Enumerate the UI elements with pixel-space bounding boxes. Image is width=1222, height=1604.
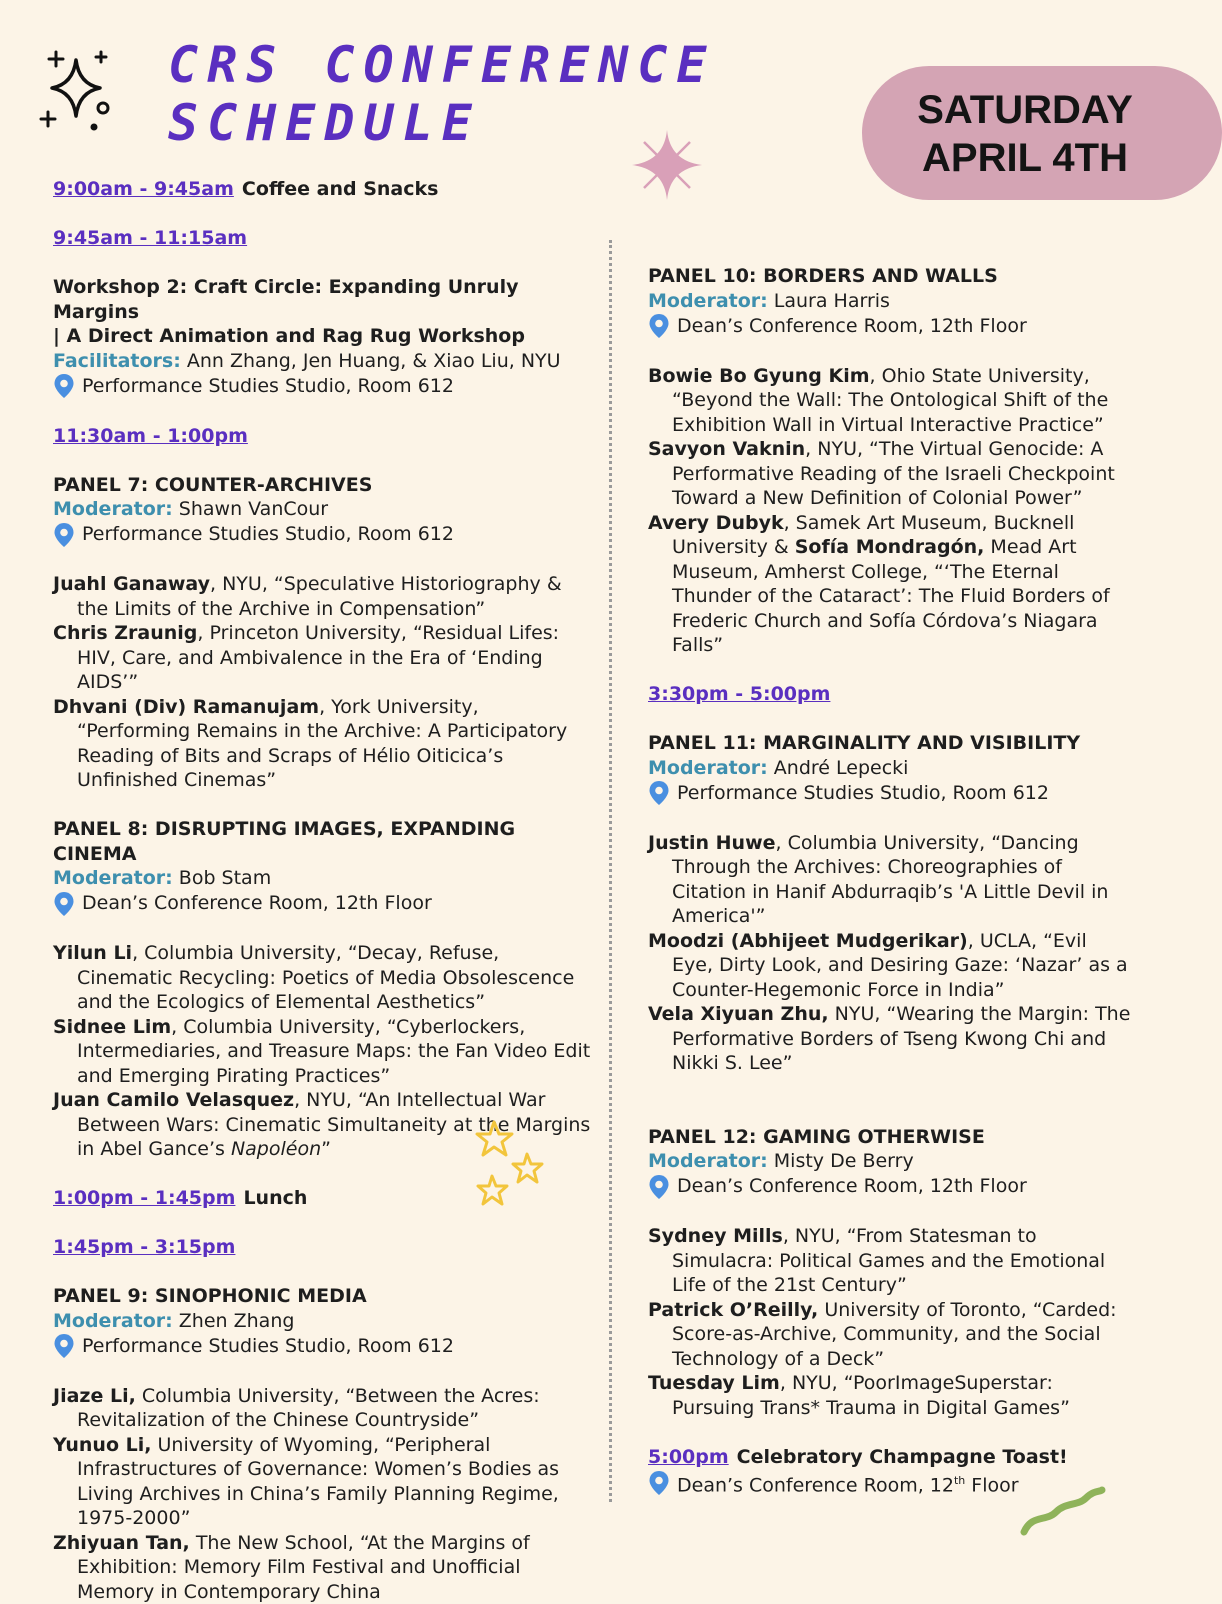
presenter-talk: , UCLA, “Evil Eye, Dirty Look, and Desiring Gaze: ‘Nazar’ as a Counter-Hegemonic Force in India”: [672, 930, 1128, 1001]
location-text: Performance Studies Studio, Room 612: [677, 781, 1049, 806]
presenter-name: Yunuo Li,: [53, 1434, 151, 1456]
moderator-name: Zhen Zhang: [173, 1310, 295, 1332]
presenter-talk: Columbia University, “Between the Acres: Revitalization of the Chinese Countryside”: [77, 1385, 540, 1432]
presenter-name: Sydney Mills: [648, 1225, 783, 1247]
moderator: [648, 1149, 1133, 1174]
presenter-entry: [53, 1531, 593, 1604]
location-pin-icon: [648, 1470, 672, 1496]
date-day: SATURDAY: [890, 86, 1160, 134]
presenter-entry: [648, 1002, 1133, 1076]
presenter-name: Chris Zraunig: [53, 622, 197, 644]
presenter-entry: [53, 1384, 593, 1433]
presenter-talk: NYU, “Wearing the Margin: The Performative Borders of Tseng Kwong Chi and Nikki S. Lee”: [672, 1003, 1130, 1074]
toast-row: [648, 1445, 1133, 1470]
location-text: Performance Studies Studio, Room 612: [82, 522, 454, 547]
column-divider: [609, 240, 612, 1502]
presenter-name: Sofía Mondragón,: [795, 536, 985, 558]
location-pin-icon: [53, 522, 77, 548]
presenter-entry: [648, 929, 1133, 1003]
facilitators-label: Facilitators:: [53, 350, 181, 372]
presenter-entry: [648, 511, 1133, 658]
panel-title: PANEL 10: BORDERS AND WALLS: [648, 264, 1133, 289]
moderator-label: Moderator:: [648, 1150, 768, 1172]
title-line-2: SCHEDULE: [168, 94, 715, 152]
presenter-entry: [53, 941, 593, 1015]
presenter-talk: , NYU, “PoorImageSuperstar: Pursuing Trans* Trauma in Digital Games”: [672, 1372, 1070, 1419]
presenter-name: Yilun Li: [53, 942, 132, 964]
location-text: [677, 1469, 1019, 1498]
moderator-name: Laura Harris: [768, 290, 890, 312]
presenter-name: Avery Dubyk: [648, 512, 784, 534]
ordinal-suffix: th: [954, 1474, 965, 1487]
location-text: Dean’s Conference Room, 12th Floor: [677, 1174, 1027, 1199]
location-text-end: Floor: [965, 1474, 1018, 1496]
location-pin-icon: [53, 1333, 77, 1359]
time-slot: 5:00pm: [648, 1446, 729, 1468]
date-month: APRIL 4TH: [890, 134, 1160, 182]
time-slot: 9:45am - 11:15am: [53, 226, 593, 251]
presenter-name: Juahl Ganaway: [53, 573, 210, 595]
location: [53, 373, 593, 399]
location-text-main: Dean’s Conference Room, 12: [677, 1474, 954, 1496]
coffee-row: [53, 177, 593, 202]
presenter-name: Jiaze Li,: [53, 1385, 136, 1407]
moderator: [53, 497, 593, 522]
presenter-entry: [53, 1433, 593, 1531]
presenter-name: Sidnee Lim: [53, 1016, 171, 1038]
location: [53, 522, 593, 548]
presenter-talk: , Columbia University, “Cyberlockers, Intermediaries, and Treasure Maps: the Fan Video Edit and Emerging Pirating Practices”: [77, 1016, 590, 1087]
presenter-talk: , York University, “Performing Remains in the Archive: A Participatory Reading of Bits and Scraps of Hélio Oiticica’s Unfinished Cinemas”: [77, 696, 567, 792]
workshop-title-line: Workshop 2: Craft Circle: Expanding Unruly Margins: [53, 275, 593, 324]
quote-end: ”: [321, 1138, 331, 1160]
squiggle-icon: [1016, 1484, 1108, 1540]
presenter-entry: [648, 1224, 1133, 1298]
moderator-label: Moderator:: [648, 290, 768, 312]
panel-title: PANEL 12: GAMING OTHERWISE: [648, 1125, 1133, 1150]
presenter-talk: , NYU, “From Statesman to Simulacra: Political Games and the Emotional Life of the 21st Century”: [672, 1225, 1105, 1296]
location-pin-icon: [648, 313, 672, 339]
panel-title: PANEL 8: DISRUPTING IMAGES, EXPANDING CINEMA: [53, 817, 593, 866]
moderator-label: Moderator:: [53, 1310, 173, 1332]
presenter-talk: , NYU, “Speculative Historiography & the Limits of the Archive in Compensation”: [77, 573, 562, 620]
location: [648, 1174, 1133, 1200]
location-text: Performance Studies Studio, Room 612: [82, 374, 454, 399]
time-slot: 1:45pm - 3:15pm: [53, 1235, 593, 1260]
right-column: [648, 264, 1133, 1498]
location: [648, 313, 1133, 339]
location: [53, 1333, 593, 1359]
star-icon: [472, 1118, 552, 1210]
presenter-affiliation: , Samek Art Museum, Bucknell University &: [672, 512, 1074, 559]
location-text: Performance Studies Studio, Room 612: [82, 1334, 454, 1359]
event-label: Coffee and Snacks: [242, 178, 439, 200]
panel-title: PANEL 9: SINOPHONIC MEDIA: [53, 1284, 593, 1309]
location: [53, 891, 593, 917]
time-slot: 11:30am - 1:00pm: [53, 424, 593, 449]
location-pin-icon: [648, 1174, 672, 1200]
presenter-entry: [648, 1371, 1133, 1420]
presenter-name: Savyon Vaknin: [648, 438, 805, 460]
moderator-name: Misty De Berry: [768, 1150, 914, 1172]
presenter-talk: University of Toronto, “Carded: Score-as-Archive, Community, and the Social Technology of a Deck”: [672, 1299, 1117, 1370]
location-pin-icon: [53, 373, 77, 399]
moderator-label: Moderator:: [648, 757, 768, 779]
presenter-entry: [53, 1015, 593, 1089]
presenter-name: Justin Huwe: [648, 832, 776, 854]
time-slot: 3:30pm - 5:00pm: [648, 682, 1133, 707]
sparkle-icon: [38, 48, 118, 134]
presenter-entry: [53, 695, 593, 793]
left-column: [53, 177, 593, 1604]
location: [648, 780, 1133, 806]
presenter-entry: [53, 621, 593, 695]
workshop-title: [53, 275, 593, 349]
location-pin-icon: [648, 780, 672, 806]
moderator: [648, 289, 1133, 314]
film-title: Napoléon: [231, 1138, 321, 1160]
moderator: [648, 756, 1133, 781]
presenter-talk: The New School, “At the Margins of Exhibition: Memory Film Festival and Unofficial Memory in Contemporary China: [77, 1532, 530, 1603]
presenter-name: Bowie Bo Gyung Kim: [648, 365, 870, 387]
workshop-title-line: | A Direct Animation and Rag Rug Workshop: [53, 324, 593, 349]
presenter-entry: [648, 831, 1133, 929]
presenter-talk: University of Wyoming, “Peripheral Infrastructures of Governance: Women’s Bodies as Living Archives in China’s Family Planning Regime, 1975-2000”: [77, 1434, 559, 1530]
presenter-name: Tuesday Lim: [648, 1372, 780, 1394]
presenter-talk: , Ohio State University, “Beyond the Wall: The Ontological Shift of the Exhibition Wall in Virtual Interactive Practice”: [672, 365, 1108, 436]
moderator-name: Bob Stam: [173, 867, 271, 889]
presenter-entry: [648, 437, 1133, 511]
presenter-name: Vela Xiyuan Zhu,: [648, 1003, 829, 1025]
presenter-entry: [648, 1298, 1133, 1372]
presenter-talk: , NYU, “An Intellectual War Between Wars: Cinematic Simultaneity at the Margins in Abel Gance’s: [77, 1089, 590, 1160]
time-slot: 1:00pm - 1:45pm: [53, 1187, 235, 1209]
location-pin-icon: [53, 891, 77, 917]
facilitators: [53, 349, 593, 374]
location-text: Dean’s Conference Room, 12th Floor: [82, 891, 432, 916]
moderator-label: Moderator:: [53, 498, 173, 520]
moderator-label: Moderator:: [53, 867, 173, 889]
moderator-name: André Lepecki: [768, 757, 909, 779]
facilitators-names: Ann Zhang, Jen Huang, & Xiao Liu, NYU: [181, 350, 561, 372]
presenter-name: Moodzi (Abhijeet Mudgerikar): [648, 930, 968, 952]
presenter-talk: , Princeton University, “Residual Lifes: HIV, Care, and Ambivalence in the Era of ‘Ending AIDS’”: [77, 622, 559, 693]
moderator: [53, 866, 593, 891]
location-text: Dean’s Conference Room, 12th Floor: [677, 314, 1027, 339]
presenter-name: Zhiyuan Tan,: [53, 1532, 190, 1554]
panel-title: PANEL 11: MARGINALITY AND VISIBILITY: [648, 731, 1133, 756]
moderator: [53, 1309, 593, 1334]
presenter-talk: , Columbia University, “Decay, Refuse, Cinematic Recycling: Poetics of Media Obsolescence and the Ecologics of Elemental Aesthetics”: [77, 942, 574, 1013]
date-label: [890, 86, 1160, 182]
presenter-entry: [53, 572, 593, 621]
presenter-name: Patrick O’Reilly,: [648, 1299, 818, 1321]
event-label: Celebratory Champagne Toast!: [737, 1446, 1068, 1468]
presenter-talk: , Columbia University, “Dancing Through the Archives: Choreographies of Citation in Hanif Abdurraqib’s 'A Little Devil in America'”: [672, 832, 1108, 928]
title-line-1: CRS CONFERENCE: [168, 36, 715, 94]
presenter-name: Juan Camilo Velasquez: [53, 1089, 294, 1111]
pink-sparkle-icon: [630, 128, 704, 202]
event-label: Lunch: [243, 1187, 307, 1209]
time-slot: 9:00am - 9:45am: [53, 178, 234, 200]
presenter-talk: Mead Art Museum, Amherst College, “‘The Eternal Thunder of the Cataract’: The Fluid Borders of Frederic Church and Sofía Córdova’s Niagara Falls”: [672, 536, 1110, 656]
presenter-entry: [648, 364, 1133, 438]
panel-title: PANEL 7: COUNTER-ARCHIVES: [53, 473, 593, 498]
presenter-talk: , NYU, “The Virtual Genocide: A Performative Reading of the Israeli Checkpoint Toward a New Definition of Colonial Power”: [672, 438, 1115, 509]
presenter-name: Dhvani (Div) Ramanujam: [53, 696, 319, 718]
moderator-name: Shawn VanCour: [173, 498, 328, 520]
